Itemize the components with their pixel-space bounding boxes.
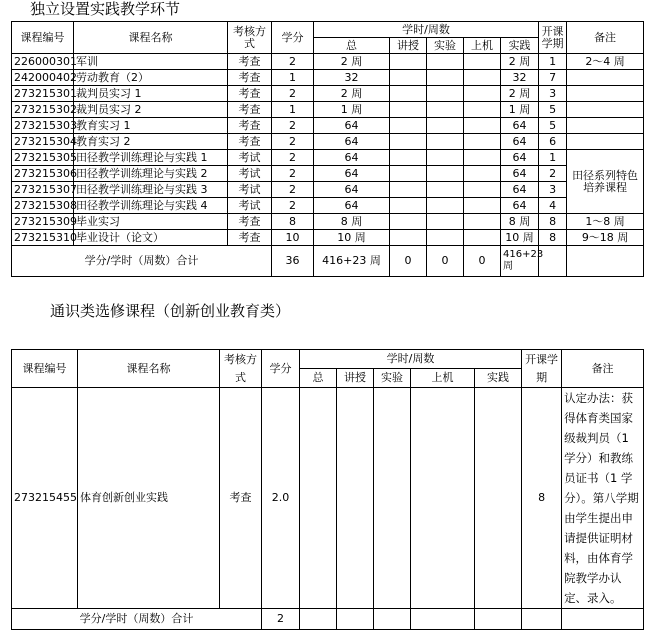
course-name: 田径教学训练理论与实践 2 bbox=[74, 166, 228, 182]
semester: 8 bbox=[539, 230, 567, 246]
experiment-hours bbox=[427, 118, 464, 134]
course-name: 体育创新创业实践 bbox=[78, 388, 220, 609]
experiment-hours bbox=[427, 70, 464, 86]
computer-hours bbox=[464, 102, 501, 118]
course-code: 273215309 bbox=[12, 214, 74, 230]
computer-hours bbox=[464, 134, 501, 150]
lecture-hours bbox=[390, 54, 427, 70]
course-code: 273215306 bbox=[12, 166, 74, 182]
summary-label: 学分/学时（周数）合计 bbox=[12, 609, 262, 630]
computer-hours bbox=[464, 198, 501, 214]
summary-semester bbox=[522, 609, 562, 630]
lecture-hours bbox=[390, 182, 427, 198]
semester: 3 bbox=[539, 182, 567, 198]
lecture-hours bbox=[390, 102, 427, 118]
experiment-hours bbox=[427, 230, 464, 246]
computer-hours bbox=[464, 150, 501, 166]
lecture-hours bbox=[337, 388, 374, 609]
experiment-hours bbox=[427, 134, 464, 150]
course-name: 田径教学训练理论与实践 4 bbox=[74, 198, 228, 214]
summary-computer: 0 bbox=[464, 246, 501, 277]
remark: 2～4 周 bbox=[567, 54, 644, 70]
header-remark: 备注 bbox=[567, 22, 644, 54]
credit: 2 bbox=[272, 182, 314, 198]
course-code: 273215301 bbox=[12, 86, 74, 102]
credit: 2 bbox=[272, 166, 314, 182]
semester: 7 bbox=[539, 70, 567, 86]
header-name: 课程名称 bbox=[74, 22, 228, 54]
course-name: 教育实习 2 bbox=[74, 134, 228, 150]
remark bbox=[567, 102, 644, 118]
assess-method: 考试 bbox=[228, 198, 272, 214]
assess-method: 考试 bbox=[228, 166, 272, 182]
header-hours-group: 学时/周数 bbox=[300, 350, 522, 369]
header-code: 课程编号 bbox=[12, 350, 78, 388]
remark: 1～8 周 bbox=[567, 214, 644, 230]
semester: 6 bbox=[539, 134, 567, 150]
course-name: 田径教学训练理论与实践 3 bbox=[74, 182, 228, 198]
assess-method: 考试 bbox=[228, 182, 272, 198]
total-hours: 2 周 bbox=[314, 86, 390, 102]
header-experiment: 实验 bbox=[427, 38, 464, 54]
course-code: 273215310 bbox=[12, 230, 74, 246]
header-hours-group: 学时/周数 bbox=[314, 22, 539, 38]
total-hours: 64 bbox=[314, 150, 390, 166]
practice-hours: 32 bbox=[501, 70, 539, 86]
assess-method: 考查 bbox=[228, 102, 272, 118]
table-row bbox=[12, 198, 644, 214]
section2-title: 通识类选修课程（创新创业教育类） bbox=[50, 302, 291, 320]
total-hours: 64 bbox=[314, 182, 390, 198]
semester: 2 bbox=[539, 166, 567, 182]
header-semester: 开课学期 bbox=[539, 22, 567, 54]
remark bbox=[567, 118, 644, 134]
total-hours: 2 周 bbox=[314, 54, 390, 70]
lecture-hours bbox=[390, 198, 427, 214]
assess-method: 考查 bbox=[228, 118, 272, 134]
course-code: 273215455 bbox=[12, 388, 78, 609]
summary-credit: 36 bbox=[272, 246, 314, 277]
semester: 5 bbox=[539, 102, 567, 118]
experiment-hours bbox=[427, 198, 464, 214]
remark: 9～18 周 bbox=[567, 230, 644, 246]
table-row bbox=[12, 214, 644, 230]
remark bbox=[567, 70, 644, 86]
computer-hours bbox=[464, 70, 501, 86]
total-hours bbox=[300, 388, 337, 609]
experiment-hours bbox=[374, 388, 411, 609]
table-row bbox=[12, 150, 644, 166]
summary-row bbox=[12, 246, 644, 277]
total-hours: 10 周 bbox=[314, 230, 390, 246]
header-credit: 学分 bbox=[262, 350, 300, 388]
remark bbox=[567, 86, 644, 102]
header-total: 总 bbox=[314, 38, 390, 54]
practice-hours: 2 周 bbox=[501, 54, 539, 70]
lecture-hours bbox=[390, 118, 427, 134]
total-hours: 64 bbox=[314, 118, 390, 134]
assess-method: 考查 bbox=[228, 230, 272, 246]
practice-hours: 64 bbox=[501, 134, 539, 150]
total-hours: 32 bbox=[314, 70, 390, 86]
course-code: 273215305 bbox=[12, 150, 74, 166]
credit: 2 bbox=[272, 134, 314, 150]
table-row bbox=[12, 134, 644, 150]
practice-hours: 8 周 bbox=[501, 214, 539, 230]
header-name: 课程名称 bbox=[78, 350, 220, 388]
semester: 8 bbox=[522, 388, 562, 609]
lecture-hours bbox=[390, 134, 427, 150]
remark bbox=[567, 134, 644, 150]
assess-method: 考查 bbox=[228, 214, 272, 230]
practice-hours bbox=[475, 388, 522, 609]
table-row bbox=[12, 118, 644, 134]
header-computer: 上机 bbox=[411, 369, 475, 388]
practice-hours: 64 bbox=[501, 118, 539, 134]
table-row bbox=[12, 102, 644, 118]
remark: 认定办法：获得体育类国家级裁判员（1 学分）和教练员证书（1 学分）。第八学期由学生提出申请提供证明材料，由体育学院教学办认定、录入。 bbox=[562, 388, 644, 609]
credit: 2 bbox=[272, 198, 314, 214]
credit: 2 bbox=[272, 86, 314, 102]
course-code: 273215304 bbox=[12, 134, 74, 150]
course-name: 田径教学训练理论与实践 1 bbox=[74, 150, 228, 166]
table-row bbox=[12, 166, 644, 182]
summary-computer bbox=[411, 609, 475, 630]
computer-hours bbox=[464, 230, 501, 246]
course-name: 教育实习 1 bbox=[74, 118, 228, 134]
credit: 2.0 bbox=[262, 388, 300, 609]
course-name: 劳动教育（2） bbox=[74, 70, 228, 86]
header-semester: 开课学期 bbox=[522, 350, 562, 388]
experiment-hours bbox=[427, 182, 464, 198]
semester: 3 bbox=[539, 86, 567, 102]
computer-hours bbox=[464, 86, 501, 102]
credit: 2 bbox=[272, 118, 314, 134]
course-code: 273215302 bbox=[12, 102, 74, 118]
header-computer: 上机 bbox=[464, 38, 501, 54]
computer-hours bbox=[464, 166, 501, 182]
header-remark: 备注 bbox=[562, 350, 644, 388]
course-code: 226000301 bbox=[12, 54, 74, 70]
lecture-hours bbox=[390, 150, 427, 166]
summary-remark bbox=[562, 609, 644, 630]
header-lecture: 讲授 bbox=[337, 369, 374, 388]
table-row bbox=[12, 388, 644, 609]
assess-method: 考查 bbox=[220, 388, 262, 609]
summary-label: 学分/学时（周数）合计 bbox=[12, 246, 272, 277]
total-hours: 64 bbox=[314, 134, 390, 150]
lecture-hours bbox=[390, 70, 427, 86]
assess-method: 考查 bbox=[228, 70, 272, 86]
course-code: 273215308 bbox=[12, 198, 74, 214]
header-credit: 学分 bbox=[272, 22, 314, 54]
summary-total bbox=[300, 609, 337, 630]
course-name: 毕业设计（论文） bbox=[74, 230, 228, 246]
summary-experiment: 0 bbox=[427, 246, 464, 277]
practice-teaching-table bbox=[11, 21, 644, 277]
total-hours: 1 周 bbox=[314, 102, 390, 118]
header-experiment: 实验 bbox=[374, 369, 411, 388]
table-row bbox=[12, 230, 644, 246]
summary-lecture: 0 bbox=[390, 246, 427, 277]
experiment-hours bbox=[427, 102, 464, 118]
summary-credit: 2 bbox=[262, 609, 300, 630]
summary-practice: 416+23 周 bbox=[501, 246, 539, 277]
experiment-hours bbox=[427, 150, 464, 166]
lecture-hours bbox=[390, 86, 427, 102]
course-name: 裁判员实习 2 bbox=[74, 102, 228, 118]
lecture-hours bbox=[390, 166, 427, 182]
computer-hours bbox=[464, 54, 501, 70]
summary-row bbox=[12, 609, 644, 630]
course-code: 273215303 bbox=[12, 118, 74, 134]
computer-hours bbox=[464, 182, 501, 198]
computer-hours bbox=[464, 118, 501, 134]
credit: 2 bbox=[272, 54, 314, 70]
summary-total: 416+23 周 bbox=[314, 246, 390, 277]
practice-hours: 2 周 bbox=[501, 86, 539, 102]
practice-hours: 1 周 bbox=[501, 102, 539, 118]
semester: 1 bbox=[539, 54, 567, 70]
header-assess: 考核方式 bbox=[228, 22, 272, 54]
total-hours: 64 bbox=[314, 166, 390, 182]
header-total: 总 bbox=[300, 369, 337, 388]
lecture-hours bbox=[390, 230, 427, 246]
practice-hours: 64 bbox=[501, 198, 539, 214]
semester: 1 bbox=[539, 150, 567, 166]
experiment-hours bbox=[427, 166, 464, 182]
header-code: 课程编号 bbox=[12, 22, 74, 54]
summary-remark bbox=[567, 246, 644, 277]
assess-method: 考查 bbox=[228, 134, 272, 150]
summary-experiment bbox=[374, 609, 411, 630]
practice-hours: 10 周 bbox=[501, 230, 539, 246]
table-row bbox=[12, 86, 644, 102]
remark-group: 田径系列特色培养课程 bbox=[567, 150, 644, 214]
section1-title: 独立设置实践教学环节 bbox=[30, 0, 181, 18]
credit: 1 bbox=[272, 102, 314, 118]
credit: 10 bbox=[272, 230, 314, 246]
semester: 5 bbox=[539, 118, 567, 134]
assess-method: 考查 bbox=[228, 54, 272, 70]
header-lecture: 讲授 bbox=[390, 38, 427, 54]
experiment-hours bbox=[427, 86, 464, 102]
lecture-hours bbox=[390, 214, 427, 230]
credit: 8 bbox=[272, 214, 314, 230]
summary-lecture bbox=[337, 609, 374, 630]
practice-hours: 64 bbox=[501, 166, 539, 182]
course-name: 军训 bbox=[74, 54, 228, 70]
table-row bbox=[12, 54, 644, 70]
table-row bbox=[12, 182, 644, 198]
experiment-hours bbox=[427, 214, 464, 230]
semester: 8 bbox=[539, 214, 567, 230]
practice-hours: 64 bbox=[501, 182, 539, 198]
assess-method: 考查 bbox=[228, 86, 272, 102]
total-hours: 64 bbox=[314, 198, 390, 214]
header-practice: 实践 bbox=[475, 369, 522, 388]
summary-practice bbox=[475, 609, 522, 630]
course-code: 273215307 bbox=[12, 182, 74, 198]
computer-hours bbox=[411, 388, 475, 609]
practice-hours: 64 bbox=[501, 150, 539, 166]
header-practice: 实践 bbox=[501, 38, 539, 54]
header-assess: 考核方式 bbox=[220, 350, 262, 388]
credit: 1 bbox=[272, 70, 314, 86]
experiment-hours bbox=[427, 54, 464, 70]
course-name: 毕业实习 bbox=[74, 214, 228, 230]
table-row bbox=[12, 70, 644, 86]
total-hours: 8 周 bbox=[314, 214, 390, 230]
course-code: 242000402 bbox=[12, 70, 74, 86]
elective-course-table bbox=[11, 349, 644, 630]
assess-method: 考试 bbox=[228, 150, 272, 166]
computer-hours bbox=[464, 214, 501, 230]
credit: 2 bbox=[272, 150, 314, 166]
semester: 4 bbox=[539, 198, 567, 214]
course-name: 裁判员实习 1 bbox=[74, 86, 228, 102]
